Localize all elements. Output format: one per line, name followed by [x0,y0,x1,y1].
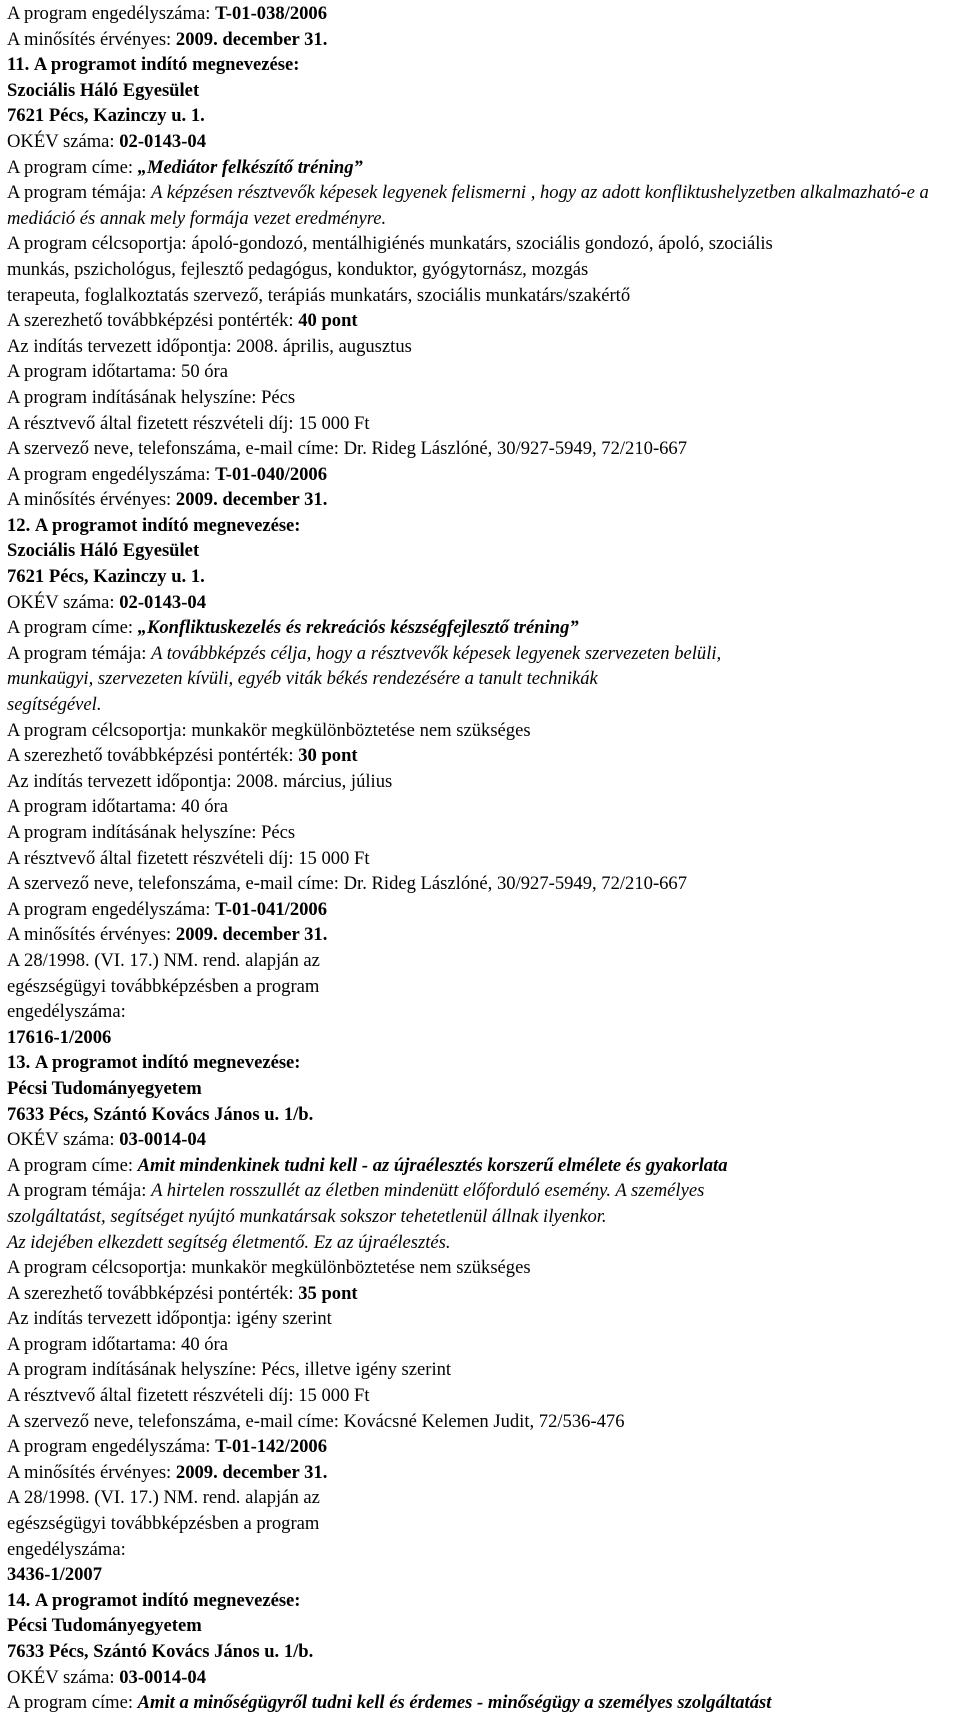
program-12-okev: OKÉV száma: 02-0143-04 [7,591,206,613]
program-12-org-name: Szociális Háló Egyesület [7,540,200,562]
program-heading: A programot indító megnevezése: [33,54,300,76]
program-title: „Mediátor felkészítő tréning” [137,156,363,178]
target-group-text: ápoló-gondozó, mentálhigiénés munkatárs, szociális gondozó, ápoló, szociális [191,233,773,255]
program-14-okev: OKÉV száma: 03-0014-04 [7,1666,206,1688]
program-12-regulation-cont: engedélyszáma: [7,1001,126,1023]
program-13-fee: A résztvevő által fizetett részvételi díj: 15 000 Ft [7,1385,370,1407]
program-12-license: A program engedélyszáma: T-01-041/2006 [7,898,328,920]
program-heading: A programot indító megnevezése: [34,1589,301,1611]
points-value: 40 pont [298,310,358,332]
program-12-points: A szerezhető továbbképzési pontérték: 30 pont [7,745,358,767]
program-number: 14. [7,1589,31,1611]
program-12-regulation-cont: egészségügyi továbbképzésben a program [7,975,320,997]
program-12-validity: A minősítés érvényes: 2009. december 31. [7,924,328,946]
okev-label: OKÉV száma: [7,130,115,152]
program-13-validity: A minősítés érvényes: 2009. december 31. [7,1461,328,1483]
program-13-topic-cont: szolgáltatást, segítséget nyújtó munkatársak sokszor tehetetlenül állnak ilyenkor. [7,1205,607,1227]
org-address: 7621 Pécs, Kazinczy u. 1. [7,105,205,127]
program-11-location: A program indításának helyszíne: Pécs [7,386,296,408]
program-13-regulation-cont: engedélyszáma: [7,1538,126,1560]
program-11-title [7,155,953,181]
program-13-org-name: Pécsi Tudományegyetem [7,1077,202,1099]
program-13-location: A program indításának helyszíne: Pécs, illetve igény szerint [7,1359,452,1381]
program-13-okev: OKÉV száma: 03-0014-04 [7,1129,206,1151]
program-10-license [7,1,953,27]
program-12-health-license-number: 17616-1/2006 [7,1026,112,1048]
program-13-duration: A program időtartama: 40 óra [7,1333,228,1355]
program-11-okev [7,129,953,155]
program-11-start-date: Az indítás tervezett időpontja: 2008. április, augusztus [7,335,412,357]
validity-label: A minősítés érvényes: [7,28,172,50]
license-number: T-01-038/2006 [215,3,328,24]
program-11-duration: A program időtartama: 50 óra [7,361,228,383]
program-13-points: A szerezhető továbbképzési pontérték: 35 pont [7,1282,358,1304]
program-14-heading [7,1588,953,1614]
program-11-heading [7,52,953,78]
program-title: Amit a minőségügyről tudni kell és érdemes - minőségügy a személyes szolgáltatást [137,1692,772,1714]
program-13-target-group: A program célcsoportja: munkakör megkülönböztetése nem szükséges [7,1257,531,1279]
program-heading: A programot indító megnevezése: [34,1052,301,1074]
program-number: 13. [7,1052,31,1074]
program-12-organizer: A szervező neve, telefonszáma, e-mail címe: Dr. Rideg Lászlóné, 30/927-5949, 72/210-667 [7,873,688,895]
program-11-license: A program engedélyszáma: T-01-040/2006 [7,463,328,485]
program-12-heading [7,513,953,539]
program-12-target-group: A program célcsoportja: munkakör megkülönböztetése nem szükséges [7,719,531,741]
target-group-label: A program célcsoportja: [7,233,187,255]
program-13-topic-cont: Az idejében elkezdett segítség életmentő. Ez az újraélesztés. [7,1231,451,1253]
program-13-title: A program címe: Amit mindenkinek tudni kell - az újraélesztés korszerű elmélete és gyakorlata [7,1154,728,1176]
program-13-regulation: A 28/1998. (VI. 17.) NM. rend. alapján az [7,1487,320,1509]
program-12-org-address: 7621 Pécs, Kazinczy u. 1. [7,566,205,588]
program-10-validity [7,27,953,53]
topic-text: A képzésen résztvevők képesek legyenek felismerni , hogy az adott konfliktushelyzetben alkalmazható-e a mediáció és annak mely formája vezet eredményre. [7,182,929,229]
program-11-org-name [7,78,953,104]
program-13-org-address: 7633 Pécs, Szántó Kovács János u. 1/b. [7,1103,314,1125]
program-13-health-license-number: 3436-1/2007 [7,1564,103,1586]
program-12-regulation: A 28/1998. (VI. 17.) NM. rend. alapján az [7,949,320,971]
program-12-location: A program indításának helyszíne: Pécs [7,822,296,843]
program-number: 12. [7,514,31,536]
program-14-org-name: Pécsi Tudományegyetem [7,1615,202,1637]
program-12-topic-cont: segítségével. [7,694,102,716]
program-12-fee: A résztvevő által fizetett részvételi díj: 15 000 Ft [7,847,370,869]
okev-number: 02-0143-04 [119,130,206,152]
program-11-validity: A minősítés érvényes: 2009. december 31. [7,489,328,511]
program-12-start-date: Az indítás tervezett időpontja: 2008. március, július [7,770,393,792]
program-title: „Konfliktuskezelés és rekreációs készségfejlesztő tréning” [137,617,579,639]
program-11-points [7,308,953,334]
program-13-regulation-cont: egészségügyi továbbképzésben a program [7,1513,320,1535]
org-name: Szociális Háló Egyesület [7,79,200,101]
program-14-title: A program címe: Amit a minőségügyről tudni kell és érdemes - minőségügy a személyes szolgáltatást [7,1692,772,1714]
program-12-topic-cont: munkaügyi, szervezeten kívüli, egyéb viták békés rendezésére a tanult technikák [7,668,598,690]
program-13-topic: A program témája: A hirtelen rosszullét az életben mindenütt előforduló esemény. A személyes [7,1180,705,1202]
program-11-target-group-cont: terapeuta, foglalkoztatás szervező, terápiás munkatárs, szociális munkatárs/szakértő [7,284,631,306]
program-11-target-group-cont: munkás, pszichológus, fejlesztő pedagógus, konduktor, gyógytornász, mozgás [7,258,589,280]
program-11-topic [7,180,953,231]
program-11-organizer: A szervező neve, telefonszáma, e-mail címe: Dr. Rideg Lászlóné, 30/927-5949, 72/210-667 [7,438,688,460]
program-12-title: A program címe: „Konfliktuskezelés és rekreációs készségfejlesztő tréning” [7,617,579,639]
points-label: A szerezhető továbbképzési pontérték: [7,310,294,332]
program-12-topic: A program témája: A továbbképzés célja, hogy a résztvevők képesek legyenek szervezeten belüli, [7,642,722,664]
program-11-org-address [7,103,953,129]
program-11-fee: A résztvevő által fizetett részvételi díj: 15 000 Ft [7,412,370,434]
program-13-license: A program engedélyszáma: T-01-142/2006 [7,1436,328,1458]
title-label: A program címe: [7,156,133,178]
program-14-org-address: 7633 Pécs, Szántó Kovács János u. 1/b. [7,1641,314,1662]
program-11-target-group [7,231,953,257]
topic-label: A program témája: [7,182,147,204]
validity-date: 2009. december 31. [175,28,328,50]
program-12-duration: A program időtartama: 40 óra [7,796,228,818]
program-13-organizer: A szervező neve, telefonszáma, e-mail címe: Kovácsné Kelemen Judit, 72/536-476 [7,1410,625,1432]
program-number: 11. [7,54,30,76]
program-13-heading [7,1050,953,1076]
program-title: Amit mindenkinek tudni kell - az újraélesztés korszerű elmélete és gyakorlata [137,1154,728,1176]
license-label: A program engedélyszáma: [7,3,211,24]
program-heading: A programot indító megnevezése: [34,514,301,536]
program-13-start-date: Az indítás tervezett időpontja: igény szerint [7,1308,332,1330]
